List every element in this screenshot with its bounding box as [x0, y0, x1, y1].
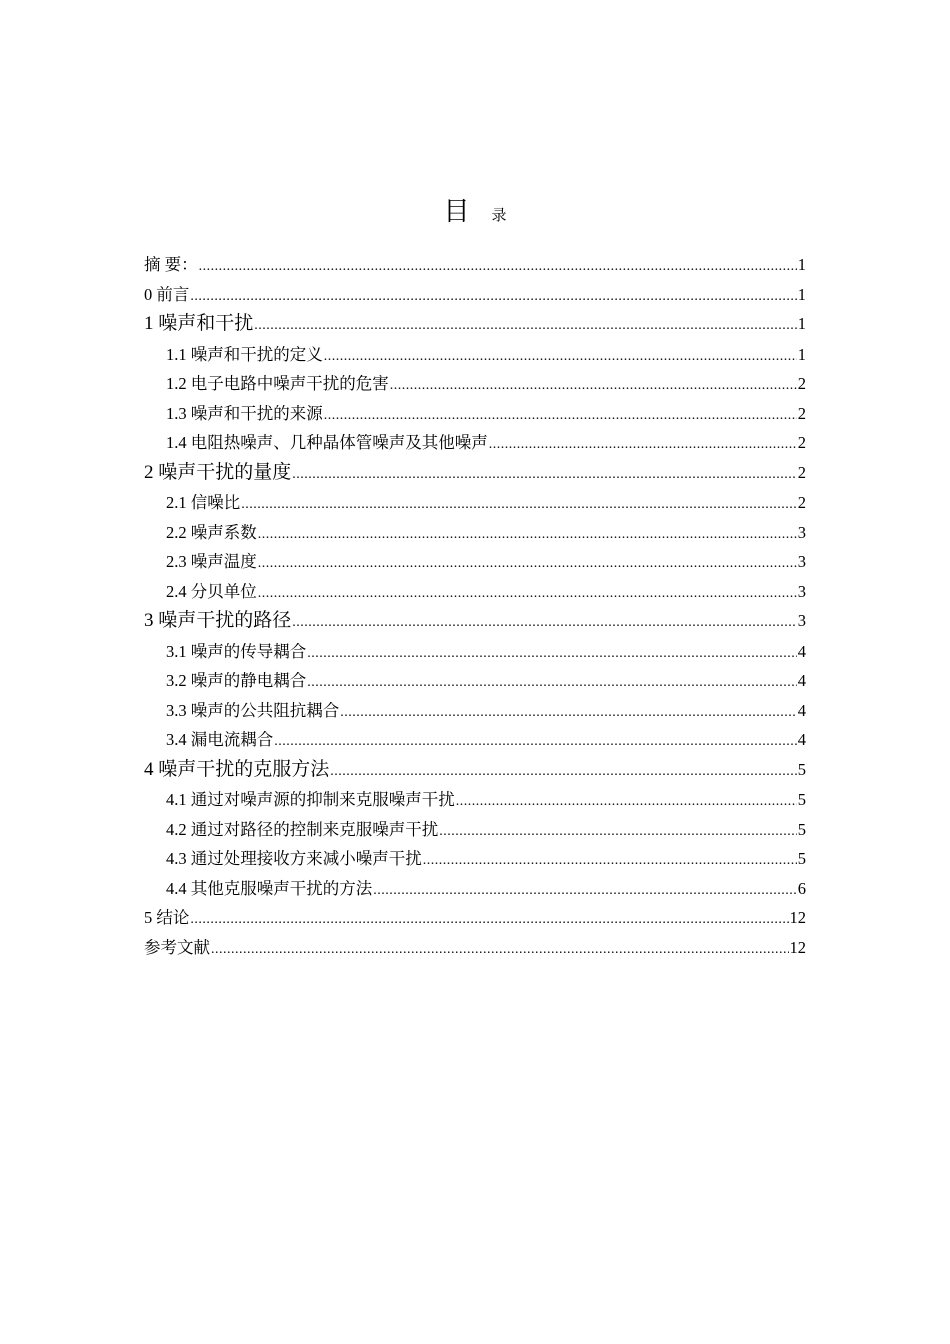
toc-entry-page-number: 3 [797, 611, 806, 630]
toc-entry-page-number: 2 [797, 374, 806, 393]
toc-entry-page-number: 2 [797, 462, 806, 482]
toc-entry-page-number: 1 [797, 284, 806, 304]
toc-entry-label: 3.1 噪声的传导耦合 [166, 641, 307, 661]
dot-leader [373, 876, 797, 906]
toc-entry-label: 参考文献 [144, 937, 210, 957]
dot-leader [292, 608, 796, 639]
toc-entry-page-number: 2 [797, 433, 806, 452]
toc-title-sub: 录 [491, 208, 507, 224]
toc-entry-label: 3.3 噪声的公共阻抗耦合 [166, 700, 340, 720]
toc-entry[interactable] [144, 606, 806, 637]
toc-entry-page-number: 4 [797, 730, 806, 749]
toc-entry-label: 0 前言 [144, 284, 190, 304]
toc-entry[interactable] [144, 369, 806, 399]
toc-entry[interactable] [144, 903, 806, 933]
toc-entry-page-number: 4 [797, 700, 806, 720]
dot-leader [292, 460, 796, 491]
dot-leader [423, 846, 797, 876]
toc-entry-page-number: 5 [797, 849, 806, 868]
toc-entry-page-number: 2 [797, 403, 806, 423]
dot-leader [489, 430, 797, 460]
toc-entry-label: 摘 要： [144, 255, 198, 274]
toc-entry-page-number: 5 [797, 790, 806, 809]
toc-entry-label: 4.1 通过对噪声源的抑制来克服噪声干扰 [166, 790, 455, 809]
toc-entry-page-number: 1 [797, 344, 806, 364]
toc-entry-page-number: 12 [789, 908, 806, 927]
dot-leader [390, 371, 797, 401]
toc-entry-label: 3 噪声干扰的路径 [144, 610, 292, 631]
dot-leader [330, 757, 796, 788]
toc-entry[interactable] [144, 280, 806, 310]
toc-entry[interactable] [144, 518, 806, 548]
toc-entry[interactable] [144, 250, 806, 280]
toc-entry[interactable] [144, 577, 806, 607]
toc-entry[interactable] [144, 428, 806, 458]
dot-leader [258, 520, 797, 550]
toc-entry-label: 2.2 噪声系数 [166, 522, 257, 542]
toc-entry-label: 1 噪声和干扰 [144, 313, 254, 334]
toc-entry[interactable] [144, 399, 806, 429]
dot-leader [254, 311, 796, 342]
toc-title [0, 196, 950, 232]
toc-entry[interactable] [144, 547, 806, 577]
toc-entry[interactable] [144, 785, 806, 815]
toc-entry-label: 2 噪声干扰的量度 [144, 461, 292, 483]
dot-leader [211, 935, 789, 965]
toc-entry[interactable] [144, 458, 806, 489]
toc-entry-label: 2.1 信噪比 [166, 493, 241, 512]
toc-entry-page-number: 4 [797, 641, 806, 661]
toc-entry-label: 1.4 电阻热噪声、几种晶体管噪声及其他噪声 [166, 433, 488, 452]
toc-entry-label: 4.3 通过处理接收方来减小噪声干扰 [166, 849, 422, 868]
toc-entry-label: 1.2 电子电路中噪声干扰的危害 [166, 374, 389, 393]
dot-leader [241, 490, 797, 520]
toc-entry[interactable] [144, 815, 806, 845]
toc-entry-label: 3.2 噪声的静电耦合 [166, 671, 307, 690]
toc-entry-label: 1.3 噪声和干扰的来源 [166, 403, 323, 423]
toc-entry-page-number: 1 [797, 314, 806, 333]
toc-entry[interactable] [144, 666, 806, 696]
toc-entry-label: 2.4 分贝单位 [166, 581, 257, 601]
toc-entry-page-number: 3 [797, 581, 806, 601]
toc-entry[interactable] [144, 933, 806, 963]
dot-leader [324, 401, 797, 431]
toc-entry-label: 3.4 漏电流耦合 [166, 730, 274, 749]
dot-leader [439, 817, 797, 847]
toc-entry-label: 1.1 噪声和干扰的定义 [166, 344, 323, 364]
toc-entry-page-number: 2 [797, 493, 806, 512]
toc-entry-label: 2.3 噪声温度 [166, 552, 257, 571]
toc-entry-page-number: 1 [797, 255, 806, 274]
dot-leader [190, 282, 796, 312]
toc-entry[interactable] [144, 340, 806, 370]
table-of-contents [144, 250, 806, 962]
toc-entry[interactable] [144, 637, 806, 667]
toc-entry-label: 4 噪声干扰的克服方法 [144, 758, 330, 780]
toc-entry-page-number: 5 [797, 759, 806, 779]
toc-entry-page-number: 5 [797, 819, 806, 839]
dot-leader [199, 252, 797, 282]
toc-entry[interactable] [144, 488, 806, 518]
dot-leader [258, 579, 797, 609]
toc-entry-label: 4.4 其他克服噪声干扰的方法 [166, 878, 373, 898]
toc-entry[interactable] [144, 309, 806, 340]
toc-entry[interactable] [144, 755, 806, 786]
toc-entry-page-number: 6 [797, 878, 806, 898]
dot-leader [190, 905, 788, 935]
toc-entry-label: 4.2 通过对路径的控制来克服噪声干扰 [166, 819, 439, 839]
dot-leader [456, 787, 797, 817]
toc-entry[interactable] [144, 696, 806, 726]
dot-leader [307, 668, 797, 698]
dot-leader [307, 639, 797, 669]
toc-entry-label: 5 结论 [144, 908, 190, 927]
toc-entry-page-number: 3 [797, 522, 806, 542]
toc-entry[interactable] [144, 874, 806, 904]
toc-entry-page-number: 3 [797, 552, 806, 571]
dot-leader [274, 727, 797, 757]
toc-entry-page-number: 12 [789, 937, 806, 957]
dot-leader [258, 549, 797, 579]
dot-leader [340, 698, 797, 728]
toc-entry[interactable] [144, 725, 806, 755]
dot-leader [324, 342, 797, 372]
toc-title-main: 目 [443, 197, 470, 226]
toc-entry-page-number: 4 [797, 671, 806, 690]
toc-entry[interactable] [144, 844, 806, 874]
